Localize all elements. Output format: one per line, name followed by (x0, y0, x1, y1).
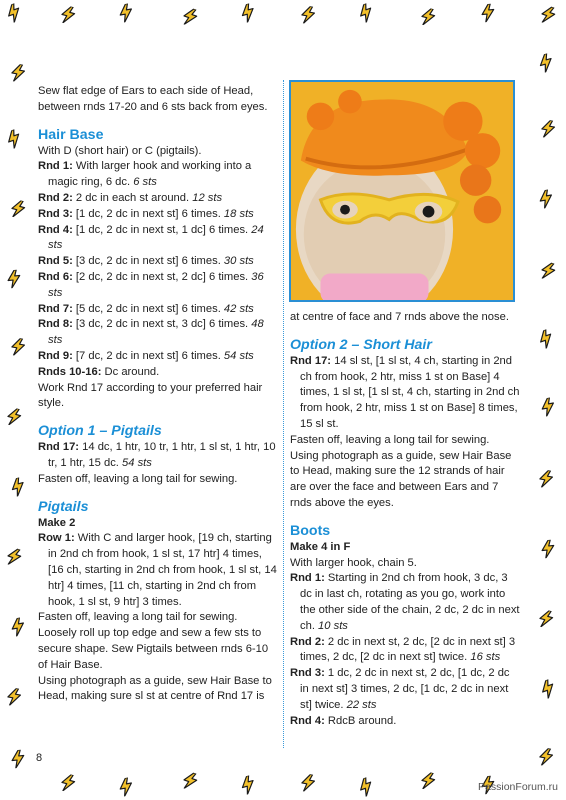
round-text: 2 dc in next st, 2 dc, [2 dc in next st] 3 times, 2 dc, [2 dc in next st] twice. (300, 635, 516, 664)
round-text: With larger hook and working into a magic ring, 6 dc. (48, 160, 252, 189)
round-sts: 48 sts (48, 318, 264, 347)
option1-rnd-label: Rnd 17: (38, 441, 80, 454)
lightning-bolt-icon (299, 5, 318, 26)
lightning-bolt-icon (9, 617, 28, 638)
lightning-bolt-icon (537, 189, 556, 210)
pigtails-row-text: With C and larger hook, [19 ch, starting in 2nd ch from hook, 1 sl st, 17 htr] 4 times, [16 ch, starting in 2nd ch from hook, 1 sl st, 14 htr] 4 times, [11 ch, starting in 2nd ch from hook, 1 sl st, 9 htr] 3 times. (48, 532, 277, 608)
page-number: 8 (36, 752, 43, 764)
hair-base-note: With D (short hair) or C (pigtails). (38, 144, 202, 157)
pigtails-row-label: Row 1: (38, 532, 75, 545)
pigtails-fasten: Fasten off, leaving a long tail for sewing. (38, 611, 238, 624)
round-label: Rnd 3: (290, 667, 325, 680)
lightning-bolt-icon (9, 749, 27, 768)
lightning-bolt-icon (535, 328, 556, 350)
pigtails-using: Using photograph as a guide, sew Hair Base to Head, making sure sl st at centre of Rnd 17 is (38, 674, 272, 703)
lightning-bolt-icon (3, 2, 24, 24)
left-column (38, 84, 278, 705)
round-text: [3 dc, 2 dc in next st] 6 times. (75, 255, 221, 268)
option2-round (290, 354, 520, 433)
lightning-bolt-icon (58, 772, 78, 794)
lightning-bolt-icon (58, 4, 78, 26)
round-sts: 12 sts (192, 191, 223, 204)
round-label: Rnd 7: (38, 302, 73, 315)
round-label: Rnd 3: (38, 207, 73, 220)
lightning-bolt-icon (537, 678, 558, 700)
option1-fasten: Fasten off, leaving a long tail for sewing. (38, 472, 238, 485)
round-text: Starting in 2nd ch from hook, 3 dc, 3 dc in last ch, rotating as you go, work into the other side of the chain, 2 dc, 2 dc in next ch. (300, 572, 520, 632)
lightning-bolt-icon (355, 2, 376, 24)
lightning-bolt-icon (355, 776, 376, 798)
lightning-bolt-icon (299, 773, 318, 794)
lightning-bolt-icon (9, 63, 28, 84)
round-sts: 24 sts (48, 223, 264, 252)
round-line (38, 349, 278, 365)
round-text: [5 dc, 2 dc in next st] 6 times. (75, 302, 221, 315)
round-sts: 22 sts (346, 698, 377, 711)
round-label: Rnd 1: (38, 160, 73, 173)
lightning-bolt-icon (8, 476, 28, 498)
lightning-bolt-icon (117, 777, 136, 798)
round-text: RdcB around. (327, 714, 397, 727)
lightning-bolt-icon (479, 3, 497, 22)
round-line (38, 317, 278, 349)
lightning-bolt-icon (537, 4, 558, 26)
round-text: [7 dc, 2 dc in next st] 6 times. (75, 349, 221, 362)
intro-text: Sew flat edge of Ears to each side of Head, between rnds 17-20 and 6 sts back from eyes. (38, 85, 268, 113)
option2-heading: Option 2 – Short Hair (290, 336, 432, 353)
lightning-bolt-icon (238, 2, 258, 24)
lightning-bolt-icon (4, 406, 24, 428)
pigtails-roll: Loosely roll up top edge and sew a few sts to secure shape. Sew Pigtails between rnds 6-10 of Hair Base. (38, 627, 269, 671)
round-label: Rnd 2: (38, 191, 73, 204)
round-line (38, 254, 278, 270)
round-sts: 42 sts (223, 302, 254, 315)
round-label: Rnd 4: (290, 714, 325, 727)
lightning-bolt-icon (8, 198, 28, 220)
lightning-bolt-icon (5, 687, 24, 708)
hair-base-heading: Hair Base (38, 126, 104, 143)
lightning-bolt-icon (537, 469, 556, 490)
lightning-bolt-icon (418, 770, 438, 792)
round-line (290, 571, 520, 634)
lightning-bolt-icon (537, 747, 556, 768)
work-note: Work Rnd 17 according to your preferred hair style. (38, 381, 263, 410)
option2-fasten: Fasten off, leaving a long tail for sewing. (290, 433, 490, 446)
round-sts: 18 sts (223, 207, 254, 220)
round-label: Rnd 9: (38, 349, 73, 362)
round-label: Rnd 8: (38, 318, 73, 331)
option1-rnd-sts: 54 sts (122, 456, 152, 469)
round-label: Rnd 6: (38, 270, 73, 283)
round-line (290, 666, 520, 713)
round-text: 1 dc, 2 dc in next st, 2 dc, [1 dc, 2 dc in next st] 3 times, 2 dc, [1 dc, 2 dc in next st] twice. (300, 667, 510, 711)
option2-rnd-text: 14 sl st, [1 sl st, 4 ch, starting in 2nd ch from hook, 2 htr, miss 1 st on Base] 4 times, 1 sl st, [1 sl st, 4 ch, starting in 2nd ch from hook, 2 htr, miss 1 st on Base] 8 times, 15 sl st. (300, 354, 520, 430)
hair-base-rounds (38, 159, 278, 364)
lightning-bolt-icon (238, 774, 258, 796)
boots-heading: Boots (290, 522, 331, 539)
doll-photo (289, 80, 515, 302)
right-column (290, 310, 520, 729)
round-sts: 54 sts (223, 349, 254, 362)
lightning-bolt-icon (9, 337, 28, 358)
pigtails-row (38, 531, 278, 610)
round-sts: 30 sts (223, 255, 254, 268)
option1-rnd-text: 14 dc, 1 htr, 10 tr, 1 htr, 1 sl st, 1 htr, 10 tr, 1 htr, 15 dc. (48, 441, 276, 469)
round-label: Rnd 4: (38, 223, 73, 236)
lightning-bolt-icon (536, 52, 556, 74)
round-sts: 6 sts (133, 176, 157, 189)
option2-rnd-label: Rnd 17: (290, 354, 332, 367)
round-text: [1 dc, 2 dc in next st, 1 dc] 6 times. (75, 223, 249, 236)
lightning-bolt-icon (418, 6, 438, 28)
round-line (38, 207, 278, 223)
lightning-bolt-icon (537, 260, 558, 282)
round-text: [1 dc, 2 dc in next st] 6 times. (75, 207, 221, 220)
round-sts: 16 sts (470, 651, 501, 664)
round-text: [3 dc, 2 dc in next st, 3 dc] 6 times. (75, 318, 249, 331)
pigtails-heading: Pigtails (38, 498, 89, 515)
lightning-bolt-icon (179, 6, 200, 28)
lightning-bolt-icon (539, 397, 558, 418)
continuation-text: at centre of face and 7 rnds above the nose. (290, 311, 509, 323)
pigtails-make: Make 2 (38, 516, 76, 529)
round-line (38, 223, 278, 255)
column-divider (283, 80, 284, 748)
lightning-bolt-icon (179, 770, 200, 792)
round-text: 2 dc in each st around. (75, 191, 190, 204)
boots-make: Make 4 in F (290, 540, 351, 553)
lightning-bolt-icon (539, 539, 557, 558)
lightning-bolt-icon (539, 119, 558, 140)
option1-heading: Option 1 – Pigtails (38, 423, 162, 440)
lightning-bolt-icon (3, 128, 24, 150)
watermark: PassionForum.ru (478, 781, 558, 793)
option2-using: Using photograph as a guide, sew Hair Base to Head, making sure the 12 strands of hair are over the face and between Ears and 7 rnds above the eyes. (290, 449, 512, 509)
round-label: Rnd 1: (290, 572, 325, 585)
boots-rounds (290, 571, 520, 729)
round-line (290, 635, 520, 667)
round-label: Rnd 2: (290, 635, 325, 648)
round-line (290, 714, 520, 730)
round-sts: 36 sts (48, 270, 264, 299)
round-label: Rnd 5: (38, 255, 73, 268)
rnds-10-16-text: Dc around. (104, 365, 160, 378)
rnds-10-16-label: Rnds 10-16: (38, 365, 102, 378)
round-sts: 10 sts (318, 619, 348, 632)
boots-intro: With larger hook, chain 5. (290, 556, 417, 569)
lightning-bolt-icon (3, 546, 24, 568)
round-line (38, 302, 278, 318)
lightning-bolt-icon (117, 3, 136, 24)
round-line (38, 270, 278, 302)
lightning-bolt-icon (536, 608, 556, 630)
round-line (38, 191, 278, 207)
lightning-bolt-icon (5, 269, 23, 288)
rnds-10-16 (38, 365, 278, 381)
round-line (38, 159, 278, 191)
option1-round (38, 440, 278, 472)
round-text: [2 dc, 2 dc in next st, 2 dc] 6 times. (75, 270, 249, 283)
